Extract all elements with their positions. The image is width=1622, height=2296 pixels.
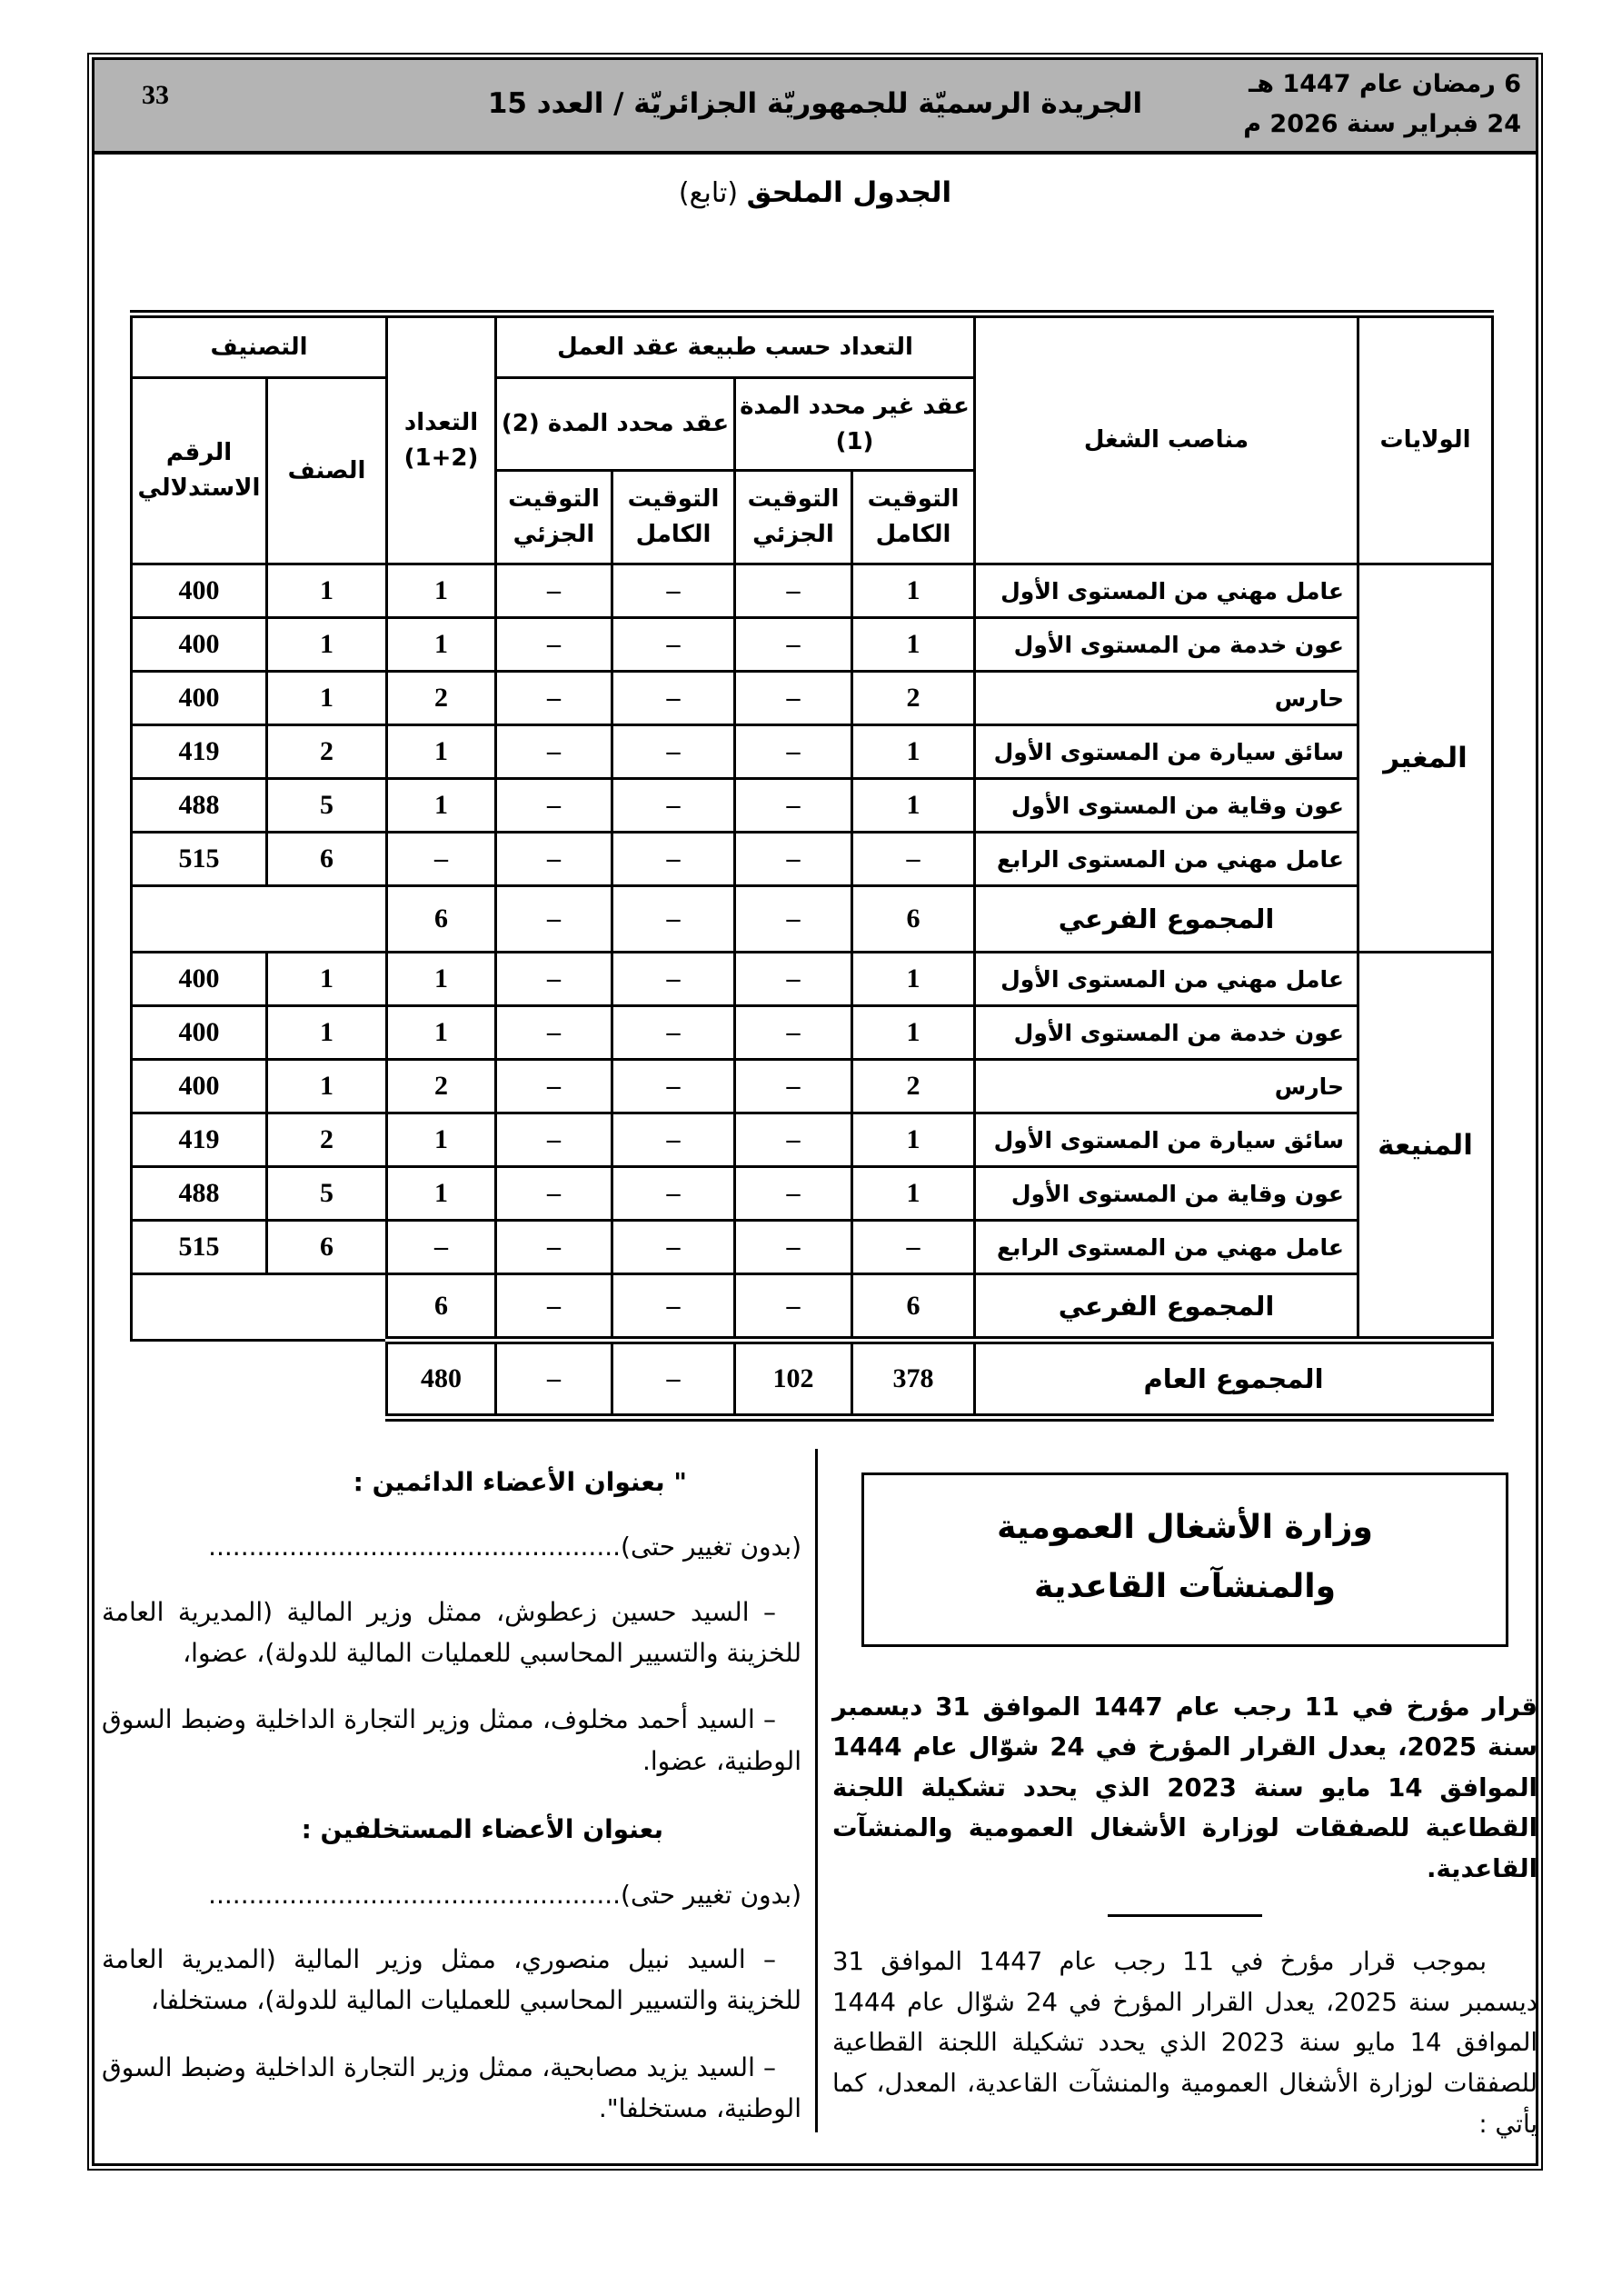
cell-index: 515 [131,1221,266,1274]
table-row [131,779,1492,833]
cell-full1: 1 [852,953,975,1006]
hijri-date: 6 رمضان عام 1447 هـ [1249,70,1521,98]
header-category: الصنف [267,378,387,564]
cell-part1: – [735,953,852,1006]
cell-index: 400 [131,1060,266,1113]
subtotal-row [131,1274,1492,1341]
header-part-time-1: التوقيت الجزئي [735,471,852,564]
cell-part2: – [496,833,612,886]
cell-total: – [387,1221,496,1274]
cell-part2: – [496,1113,612,1167]
member-paragraph: – السيد نبيل منصوري، ممثل وزير المالية (المديرية العامة للخزينة والتسيير المحاسبي للعمليات المالية للدولة)، مستخلفا، [102,1943,801,2016]
table-row [131,1006,1492,1060]
header-total: التعداد (2+1) [387,314,496,564]
cell-part1: – [735,564,852,618]
cell-index: 400 [131,618,266,672]
cell-full2: – [612,1113,735,1167]
cell-part2: – [496,725,612,779]
cell-category: 6 [267,833,387,886]
member-paragraph: – السيد يزيد مصابحية، ممثل وزير التجارة الداخلية وضبط السوق الوطنية، مستخلفا". [102,2051,801,2123]
cell-total: 2 [387,672,496,725]
cell-total: 6 [387,886,496,953]
cell-full1: 1 [852,1113,975,1167]
cell-part2: – [496,564,612,618]
ministry-title-line2: والمنشآت القاعدية [1034,1567,1336,1605]
column-divider [815,1449,818,2132]
cell-full2: – [612,1274,735,1341]
header-classification: التصنيف [131,314,386,378]
cell-part2: – [496,1006,612,1060]
cell-total: – [387,833,496,886]
header-count-by-contract: التعداد حسب طبيعة عقد العمل [496,314,975,378]
cell-total: 1 [387,564,496,618]
job-cell: عون وقاية من المستوى الأول [975,1167,1358,1221]
cell-category: 2 [267,725,387,779]
substitute-members-heading: بعنوان الأعضاء المستخلفين : [301,1814,663,1845]
cell-full1: 2 [852,672,975,725]
header-wilayas: الولايات [1358,314,1493,564]
cell-full2: – [612,1341,735,1418]
job-cell: عامل مهني من المستوى الرابع [975,833,1358,886]
cell-category: 2 [267,1113,387,1167]
grand-total-label: المجموع العام [975,1341,1493,1418]
cell-part2: – [496,1274,612,1341]
cell-part2: – [496,672,612,725]
table-row [131,1060,1492,1113]
cell-full1: 1 [852,618,975,672]
subtotal-classification-empty [131,886,386,953]
page-frame [87,53,1543,2171]
cell-total: 1 [387,618,496,672]
cell-part2: – [496,779,612,833]
subtotal-row [131,886,1492,953]
header-index-number: الرقم الاستدلالي [131,378,266,564]
masthead [95,60,1536,155]
cell-full2: – [612,953,735,1006]
cell-full1: 2 [852,1060,975,1113]
subtotal-label: المجموع الفرعي [975,1274,1358,1341]
cell-full2: – [612,1060,735,1113]
cell-part2: – [496,886,612,953]
cell-full1: – [852,833,975,886]
table-row [131,953,1492,1006]
cell-index: 400 [131,672,266,725]
cell-index: 419 [131,725,266,779]
cell-part2: – [496,953,612,1006]
no-change-line: (بدون تغيير حتى)................................................... [208,1879,801,1910]
cell-category: 1 [267,1006,387,1060]
header-full-time-1: التوقيت الكامل [852,471,975,564]
table-row [131,618,1492,672]
cell-category: 1 [267,564,387,618]
wilaya-cell: المغير [1358,564,1493,953]
cell-part1: – [735,1274,852,1341]
page-frame-inner [92,57,1538,2166]
member-paragraph: – السيد حسين زعطوش، ممثل وزير المالية (المديرية العامة للخزينة والتسيير المحاسبي للعمليات المالية للدولة)، عضوا، [102,1596,801,1669]
cell-full1: 1 [852,1006,975,1060]
table-row [131,725,1492,779]
cell-full1: 378 [852,1341,975,1418]
grand-total-row [131,1341,1492,1418]
cell-full2: – [612,833,735,886]
cell-index: 400 [131,953,266,1006]
cell-full2: – [612,672,735,725]
cell-part1: – [735,1113,852,1167]
cell-full1: – [852,1221,975,1274]
cell-full2: – [612,725,735,779]
cell-part1: – [735,618,852,672]
job-cell: عون وقاية من المستوى الأول [975,779,1358,833]
cell-category: 6 [267,1221,387,1274]
cell-index: 488 [131,779,266,833]
cell-index: 488 [131,1167,266,1221]
cell-full1: 1 [852,564,975,618]
ministry-title-box [861,1472,1508,1647]
job-cell: عامل مهني من المستوى الأول [975,953,1358,1006]
table-row [131,564,1492,618]
job-cell: عامل مهني من المستوى الأول [975,564,1358,618]
cell-index: 400 [131,564,266,618]
cell-part1: – [735,833,852,886]
cell-part2: – [496,1167,612,1221]
cell-category: 1 [267,618,387,672]
decree-summary: قرار مؤرخ في 11 رجب عام 1447 الموافق 31 ديسمبر سنة 2025، يعدل القرار المؤرخ في 24 شوّال عام 1444 الموافق 14 مايو سنة 2023 الذي يحدد تشكيلة اللجنة القطاعية للصفقات لوزارة الأشغال العمومية والمنشآت القاعدية. [832,1692,1537,1883]
cell-part2: – [496,1341,612,1418]
wilaya-cell: المنيعة [1358,953,1493,1341]
cell-part1: – [735,779,852,833]
cell-category: 1 [267,1060,387,1113]
staffing-table [130,310,1494,1422]
header-full-time-2: التوقيت الكامل [612,471,735,564]
cell-total: 2 [387,1060,496,1113]
ministry-column [832,1460,1537,2170]
cell-index: 419 [131,1113,266,1167]
journal-title: الجريدة الرسميّة للجمهوريّة الجزائريّة / العدد 15 [487,87,1143,120]
cell-full2: – [612,1167,735,1221]
header-contract-undetermined: عقد غير محدد المدة (1) [735,378,975,471]
cell-category: 1 [267,672,387,725]
annex-title-main: الجدول الملحق [746,176,952,209]
page-number: 33 [142,80,169,110]
cell-part2: – [496,618,612,672]
cell-total: 1 [387,725,496,779]
cell-full1: 6 [852,886,975,953]
annex-title-suffix: (تابع) [678,177,747,209]
section-separator [1108,1914,1262,1917]
table-row [131,1221,1492,1274]
job-cell: عون خدمة من المستوى الأول [975,618,1358,672]
cell-index: 515 [131,833,266,886]
header-contract-determined: عقد محدد المدة (2) [496,378,735,471]
cell-total: 1 [387,1006,496,1060]
job-cell: حارس [975,672,1358,725]
cell-full1: 1 [852,725,975,779]
cell-full1: 6 [852,1274,975,1341]
subtotal-classification-empty [131,1274,386,1341]
members-column [102,1462,801,2154]
job-cell: سائق سيارة من المستوى الأول [975,725,1358,779]
cell-part1: – [735,1167,852,1221]
table-row [131,833,1492,886]
permanent-members-heading: " بعنوان الأعضاء الدائمين : [353,1467,687,1497]
cell-part1: – [735,1006,852,1060]
job-cell: عون خدمة من المستوى الأول [975,1006,1358,1060]
cell-part1: – [735,672,852,725]
cell-part1: – [735,1221,852,1274]
cell-part1: – [735,1060,852,1113]
job-cell: سائق سيارة من المستوى الأول [975,1113,1358,1167]
cell-total: 1 [387,1113,496,1167]
cell-full2: – [612,1221,735,1274]
annex-table-title [95,176,1536,209]
cell-full2: – [612,779,735,833]
cell-part1: – [735,725,852,779]
cell-total: 480 [387,1341,496,1418]
cell-part2: – [496,1221,612,1274]
job-cell: حارس [975,1060,1358,1113]
table-row [131,1167,1492,1221]
cell-full2: – [612,618,735,672]
cell-full1: 1 [852,779,975,833]
member-paragraph: – السيد أحمد مخلوف، ممثل وزير التجارة الداخلية وضبط السوق الوطنية، عضوا. [102,1704,801,1776]
cell-full2: – [612,886,735,953]
cell-category: 5 [267,1167,387,1221]
cell-full2: – [612,1006,735,1060]
cell-category: 5 [267,779,387,833]
cell-total: 1 [387,1167,496,1221]
subtotal-label: المجموع الفرعي [975,886,1358,953]
decree-body: بموجب قرار مؤرخ في 11 رجب عام 1447 الموافق 31 ديسمبر سنة 2025، يعدل القرار المؤرخ في 24 شوّال عام 1444 الموافق 14 مايو سنة 2023 الذي يحدد تشكيلة اللجنة القطاعية للصفقات لوزارة الأشغال العمومية والمنشآت القاعدية، المعدل، كما يأتي : [832,1947,1537,2139]
table-row [131,1113,1492,1167]
header-part-time-2: التوقيت الجزئي [496,471,612,564]
cell-part2: – [496,1060,612,1113]
ministry-title-line1: وزارة الأشغال العمومية [997,1509,1373,1546]
cell-part1: 102 [735,1341,852,1418]
gregorian-date: 24 فبراير سنة 2026 م [1243,109,1521,138]
table-row [131,672,1492,725]
cell-total: 1 [387,779,496,833]
cell-total: 6 [387,1274,496,1341]
cell-category: 1 [267,953,387,1006]
cell-total: 1 [387,953,496,1006]
cell-full2: – [612,564,735,618]
header-jobs: مناصب الشغل [975,314,1358,564]
no-change-line: (بدون تغيير حتى)................................................... [208,1532,801,1562]
cell-full1: 1 [852,1167,975,1221]
grand-total-empty-area [131,1341,386,1418]
cell-index: 400 [131,1006,266,1060]
job-cell: عامل مهني من المستوى الرابع [975,1221,1358,1274]
cell-part1: – [735,886,852,953]
